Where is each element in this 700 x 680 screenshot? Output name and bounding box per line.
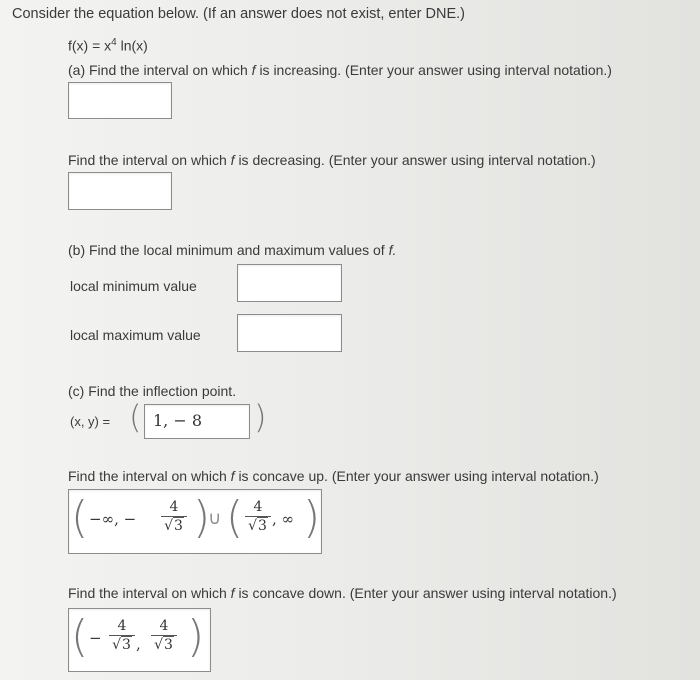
f-symbol: f bbox=[251, 62, 256, 78]
decreasing-prompt-suffix: is decreasing. (Enter your answer using interval notation.) bbox=[238, 152, 596, 168]
equation-exponent: 4 bbox=[111, 37, 117, 48]
f-symbol: f bbox=[230, 152, 235, 168]
concave-down-prompt-text: Find the interval on which bbox=[68, 585, 227, 601]
f-symbol: f bbox=[230, 468, 235, 484]
concave-down-prompt bbox=[68, 585, 617, 601]
cd-comma: , bbox=[136, 635, 141, 653]
increasing-interval-input[interactable] bbox=[68, 82, 172, 119]
concave-up-prompt-suffix: is concave up. (Enter your answer using interval notation.) bbox=[238, 468, 599, 484]
equation bbox=[68, 37, 148, 54]
cu-frac1-num: 4 bbox=[169, 499, 179, 515]
cu-frac2-num: 4 bbox=[253, 499, 263, 515]
cd-minus: − bbox=[89, 629, 102, 647]
cu-right-paren-2: ) bbox=[303, 492, 321, 543]
cu-left-text: −∞, − bbox=[89, 510, 137, 528]
local-max-label: local maximum value bbox=[70, 327, 201, 343]
cd-right-paren: ) bbox=[187, 611, 205, 662]
increasing-prompt-suffix: is increasing. (Enter your answer using interval notation.) bbox=[259, 62, 612, 78]
inflection-input[interactable] bbox=[144, 404, 250, 439]
cu-frac2-den-value: 3 bbox=[258, 518, 267, 534]
decreasing-prompt bbox=[68, 152, 596, 168]
cd-frac2-den-value: 3 bbox=[164, 637, 173, 653]
cu-frac1-den: √3 bbox=[164, 518, 183, 534]
inflection-prompt: (c) Find the inflection point. bbox=[68, 383, 237, 399]
cu-frac1-den-value: 3 bbox=[174, 518, 183, 534]
f-symbol: f bbox=[230, 585, 235, 601]
increasing-prompt bbox=[68, 62, 612, 78]
decreasing-prompt-text: Find the interval on which bbox=[68, 152, 227, 168]
cu-fraction-2 bbox=[245, 499, 271, 534]
cu-left-paren-1: ( bbox=[71, 492, 89, 543]
cu-infinity: , ∞ bbox=[272, 510, 295, 528]
equation-lhs: f(x) = x bbox=[68, 37, 112, 54]
union-symbol: ∪ bbox=[208, 508, 222, 528]
cu-fraction-1 bbox=[161, 499, 187, 534]
cd-fraction-1 bbox=[109, 618, 135, 653]
cd-frac1-den: √3 bbox=[112, 637, 131, 653]
f-symbol: f. bbox=[388, 242, 397, 258]
instruction-text: Consider the equation below. (If an answer does not exist, enter DNE.) bbox=[12, 6, 465, 22]
concave-up-prompt bbox=[68, 468, 599, 484]
cd-frac1-den-value: 3 bbox=[122, 637, 131, 653]
equation-rhs: ln(x) bbox=[116, 37, 148, 54]
concave-down-input[interactable] bbox=[68, 608, 211, 672]
cd-fraction-2 bbox=[151, 618, 177, 653]
concave-up-input[interactable] bbox=[68, 489, 322, 554]
cu-left-paren-2: ( bbox=[226, 492, 244, 543]
concave-up-prompt-text: Find the interval on which bbox=[68, 468, 227, 484]
concave-down-prompt-suffix: is concave down. (Enter your answer using interval notation.) bbox=[238, 585, 617, 601]
right-paren: ) bbox=[254, 398, 267, 436]
left-paren: ( bbox=[129, 398, 142, 436]
cu-frac2-den: √3 bbox=[248, 518, 267, 534]
local-min-label: local minimum value bbox=[70, 278, 197, 294]
decreasing-interval-input[interactable] bbox=[68, 172, 172, 210]
cd-left-paren: ( bbox=[71, 611, 89, 662]
cu-right-paren-1: ) bbox=[193, 492, 211, 543]
local-min-input[interactable] bbox=[237, 264, 342, 302]
local-extrema-prompt-text: (b) Find the local minimum and maximum values of bbox=[68, 242, 385, 258]
inflection-value: 1, − 8 bbox=[153, 411, 203, 430]
cd-frac1-num: 4 bbox=[117, 618, 127, 634]
local-max-input[interactable] bbox=[237, 314, 342, 352]
local-extrema-prompt bbox=[68, 242, 396, 258]
increasing-prompt-text: (a) Find the interval on which bbox=[68, 62, 248, 78]
xy-label: (x, y) = bbox=[70, 414, 111, 429]
cd-frac2-num: 4 bbox=[159, 618, 169, 634]
cd-frac2-den: √3 bbox=[154, 637, 173, 653]
